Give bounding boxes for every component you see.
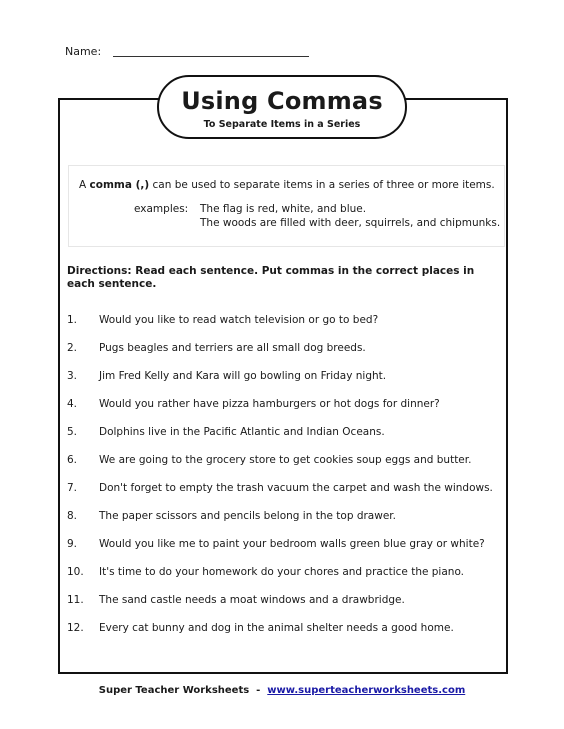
item-number: 3.: [67, 370, 78, 382]
examples-label: examples:: [134, 203, 189, 215]
item-sentence: The paper scissors and pencils belong in the top drawer.: [99, 510, 396, 522]
item-sentence: Jim Fred Kelly and Kara will go bowling on Friday night.: [99, 370, 387, 382]
list-item: [67, 510, 396, 522]
item-number: 6.: [67, 454, 78, 466]
item-number: 9.: [67, 538, 78, 550]
directions: Directions: Read each sentence. Put commas in the correct places in each sentence.: [67, 265, 475, 290]
list-item: [67, 398, 440, 410]
title-banner: [157, 75, 407, 139]
item-sentence: Would you like me to paint your bedroom walls green blue gray or white?: [99, 538, 485, 550]
item-sentence: Don't forget to empty the trash vacuum the carpet and wash the windows.: [99, 482, 493, 494]
example-sentence: The woods are filled with deer, squirrels, and chipmunks.: [200, 217, 501, 229]
rule-statement: [79, 179, 495, 191]
item-number: 5.: [67, 426, 78, 438]
item-sentence: Every cat bunny and dog in the animal shelter needs a good home.: [99, 622, 454, 634]
rule-term: comma (,): [89, 179, 150, 191]
list-item: [67, 482, 493, 494]
list-item: [67, 314, 378, 326]
item-sentence: Would you rather have pizza hamburgers or hot dogs for dinner?: [99, 398, 440, 410]
item-number: 8.: [67, 510, 78, 522]
item-number: 10.: [67, 566, 84, 578]
item-sentence: It's time to do your homework do your chores and practice the piano.: [99, 566, 465, 578]
list-item: [67, 454, 471, 466]
name-field-row: [65, 45, 309, 58]
footer-brand: Super Teacher Worksheets: [98, 685, 250, 696]
rule-prefix: A: [79, 179, 87, 191]
item-number: 11.: [67, 594, 84, 606]
footer: [0, 685, 564, 696]
item-number: 7.: [67, 482, 78, 494]
name-blank-line[interactable]: [113, 56, 309, 57]
item-number: 1.: [67, 314, 78, 326]
worksheet-title: Using Commas: [181, 87, 383, 115]
list-item: [67, 370, 386, 382]
example-sentence: The flag is red, white, and blue.: [200, 203, 367, 215]
rule-suffix: can be used to separate items in a series of three or more items.: [152, 179, 495, 191]
item-number: 12.: [67, 622, 84, 634]
item-number: 4.: [67, 398, 78, 410]
footer-link[interactable]: www.superteacherworksheets.com: [267, 685, 466, 696]
list-item: [67, 426, 385, 438]
list-item: [67, 342, 366, 354]
worksheet-subtitle: To Separate Items in a Series: [203, 119, 361, 130]
name-label: Name:: [65, 45, 102, 58]
item-sentence: Pugs beagles and terriers are all small dog breeds.: [99, 342, 366, 354]
list-item: [67, 566, 464, 578]
footer-separator: -: [256, 685, 261, 696]
item-number: 2.: [67, 342, 78, 354]
list-item: [67, 594, 405, 606]
item-sentence: Would you like to read watch television or go to bed?: [99, 314, 379, 326]
item-sentence: Dolphins live in the Pacific Atlantic and Indian Oceans.: [99, 426, 385, 438]
item-sentence: We are going to the grocery store to get cookies soup eggs and butter.: [99, 454, 472, 466]
list-item: [67, 622, 454, 634]
list-item: [67, 538, 485, 550]
item-sentence: The sand castle needs a moat windows and a drawbridge.: [99, 594, 405, 606]
